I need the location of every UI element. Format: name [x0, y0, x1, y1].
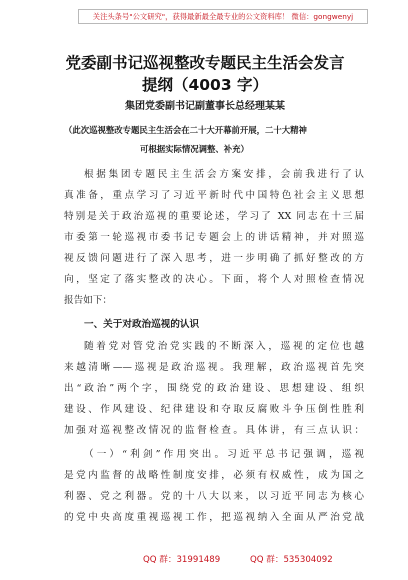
watermark-banner: 关注头条号"公文研究"，获得最新最全最专业的公文资料库！ 微信：gongwenyj	[78, 9, 368, 24]
body-line: 市委第一轮巡视市委书记专题会上的讲话精神，并对照巡	[64, 232, 364, 243]
body-line: 建设、作风建设、纪律建设和夺取反腐败斗争压倒性胜利	[64, 404, 364, 415]
body-line: 随着党对管党治党实践的不断深入，巡视的定位也越	[84, 341, 364, 352]
body-line: 利器、党之利器。党的十八大以来，以习近平同志为核心	[64, 491, 364, 502]
body-line: 来越清晰——巡视是政治巡视。我理解，政治巡视首先突	[64, 362, 364, 373]
author-subtitle: 集团党委副书记副董事长总经理某某	[125, 101, 285, 112]
body-line: 真准备，重点学习了习近平新时代中国特色社会主义思想	[64, 190, 364, 201]
body-line: 报告如下：	[64, 295, 112, 306]
body-line: 加强对巡视整改情况的监督检查。具体讲，有三点认识：	[64, 425, 364, 436]
body-line: 视反馈问题进行了深入思考，进一步明确了抓好整改的方	[64, 253, 364, 264]
body-line: 出“政治”两个字，围绕党的政治建设、思想建设、组织	[64, 383, 364, 394]
section-heading-1: 一、关于对政治巡视的认识	[84, 319, 200, 330]
body-line: 是党内监督的战略性制度安排，必须有权威性，成为国之	[64, 470, 364, 481]
qq-group-2: QQ 群：535304092	[250, 555, 333, 565]
document-title-line-2: 提纲（4003 字）	[141, 76, 269, 94]
body-line: 向，坚定了落实整改的决心。下面，将个人对照检查情况	[64, 274, 364, 285]
body-line: 特别是关于政治巡视的重要论述，学习了 XX 同志在十三届	[64, 211, 364, 222]
page-footer	[0, 551, 408, 569]
note-line-2: 可根据实际情况调整、补充）	[140, 144, 249, 154]
body-line: 根据集团专题民主生活会方案安排，会前我进行了认	[84, 169, 364, 180]
document-title-line-1: 党委副书记巡视整改专题民主生活会发言	[65, 54, 345, 72]
qq-group-1: QQ 群：31991489	[143, 555, 221, 565]
note-line-1: （此次巡视整改专题民主生活会在二十大开幕前开展，二十大精神	[64, 125, 307, 135]
body-line: 的党中央高度重视巡视工作，把巡视纳入全面从严治党战	[64, 512, 364, 523]
body-line: （一）“利剑”作用突出。习近平总书记强调，巡视	[84, 449, 364, 460]
